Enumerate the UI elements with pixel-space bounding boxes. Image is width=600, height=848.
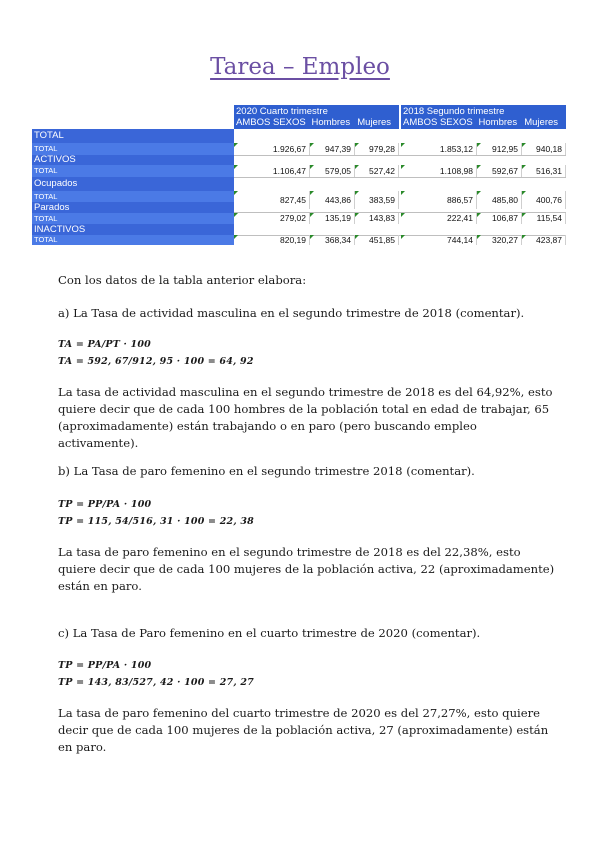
table-cell: 135,19 [310, 213, 355, 224]
row-label: TOTAL [32, 213, 234, 224]
table-cell: 443,86 [310, 191, 355, 209]
table-cell: 947,39 [310, 143, 355, 155]
answer-c: La tasa de paro femenino del cuarto trimestre de 2020 es del 27,27%, esto quiere decir que de cada 100 mujeres de la población activa, 27 (aproximadamente) están en paro. [58, 706, 549, 754]
section-label-ocupados: Ocupados [32, 177, 234, 191]
formula-b-1: TP = PP/PA · 100 [58, 499, 152, 510]
table-cell: 820,19 [234, 235, 310, 245]
formula-b-2: TP = 115, 54/516, 31 · 100 = 22, 38 [58, 516, 254, 527]
formula-a-1: TA = PA/PT · 100 [58, 339, 151, 350]
table-cell: 886,57 [401, 191, 477, 209]
question-a: a) La Tasa de actividad masculina en el segundo trimestre de 2018 (comentar). [58, 306, 525, 320]
table-cell: 485,80 [477, 191, 522, 209]
table-cell: 827,45 [234, 191, 310, 209]
table-cell: 1.926,67 [234, 143, 310, 155]
formula-a-2: TA = 592, 67/912, 95 · 100 = 64, 92 [58, 356, 254, 367]
table-cell: 400,76 [522, 191, 566, 209]
column-group-2020 [234, 105, 399, 129]
formula-c-1: TP = PP/PA · 100 [58, 660, 152, 671]
column-header-hombres: Hombres [478, 117, 518, 128]
column-header-mujeres: Mujeres [524, 117, 559, 128]
table-cell: 579,05 [310, 165, 355, 177]
row-label: TOTAL [32, 191, 234, 202]
column-header-mujeres: Mujeres [357, 117, 392, 128]
page-title: Tarea – Empleo [210, 54, 390, 80]
column-header-hombres: Hombres [311, 117, 351, 128]
formula-c-2: TP = 143, 83/527, 42 · 100 = 27, 27 [58, 677, 254, 688]
column-group-label: 2020 Cuarto trimestre [236, 106, 328, 117]
table-cell: 527,42 [355, 165, 399, 177]
section-label-parados: Parados [32, 202, 234, 213]
table-cell: 279,02 [234, 213, 310, 224]
table-cell: 912,95 [477, 143, 522, 155]
table-cell: 368,34 [310, 235, 355, 245]
section-label-inactivos: INACTIVOS [32, 224, 234, 235]
table-cell: 979,28 [355, 143, 399, 155]
table-cell: 1.106,47 [234, 165, 310, 177]
table-cell: 1.108,98 [401, 165, 477, 177]
question-c: c) La Tasa de Paro femenino en el cuarto trimestre de 2020 (comentar). [58, 626, 481, 640]
table-cell: 143,83 [355, 213, 399, 224]
row-label: TOTAL [32, 143, 234, 155]
question-b: b) La Tasa de paro femenino en el segundo trimestre 2018 (comentar). [58, 464, 475, 478]
table-cell: 115,54 [522, 213, 566, 224]
table-cell: 106,87 [477, 213, 522, 224]
column-group-2018 [401, 105, 566, 129]
table-cell: 451,85 [355, 235, 399, 245]
section-label-activos: ACTIVOS [32, 155, 234, 165]
table-cell: 222,41 [401, 213, 477, 224]
column-group-label: 2018 Segundo trimestre [403, 106, 505, 117]
table-cell: 516,31 [522, 165, 566, 177]
table-cell: 423,87 [522, 235, 566, 245]
table-cell: 744,14 [401, 235, 477, 245]
column-header-ambos: AMBOS SEXOS [403, 117, 473, 128]
answer-a: La tasa de actividad masculina en el segundo trimestre de 2018 es del 64,92%, esto quiere decir que de cada 100 hombres de la población total en edad de trabajar, 65 (aproximadamente) están trabajando o en paro (pero buscando empleo activamente). [58, 385, 553, 450]
table-cell: 592,67 [477, 165, 522, 177]
table-cell: 383,59 [355, 191, 399, 209]
intro-text: Con los datos de la tabla anterior elabora: [58, 273, 307, 287]
table-cell: 940,18 [522, 143, 566, 155]
section-label-total: TOTAL [32, 129, 234, 143]
row-label: TOTAL [32, 165, 234, 177]
table-cell: 320,27 [477, 235, 522, 245]
column-header-ambos: AMBOS SEXOS [236, 117, 306, 128]
answer-b: La tasa de paro femenino en el segundo trimestre de 2018 es del 22,38%, esto quiere decir que de cada 100 mujeres de la población activa, 22 (aproximadamente) están en paro. [58, 545, 555, 593]
employment-table [32, 105, 566, 245]
table-cell: 1.853,12 [401, 143, 477, 155]
row-label: TOTAL [32, 235, 234, 245]
